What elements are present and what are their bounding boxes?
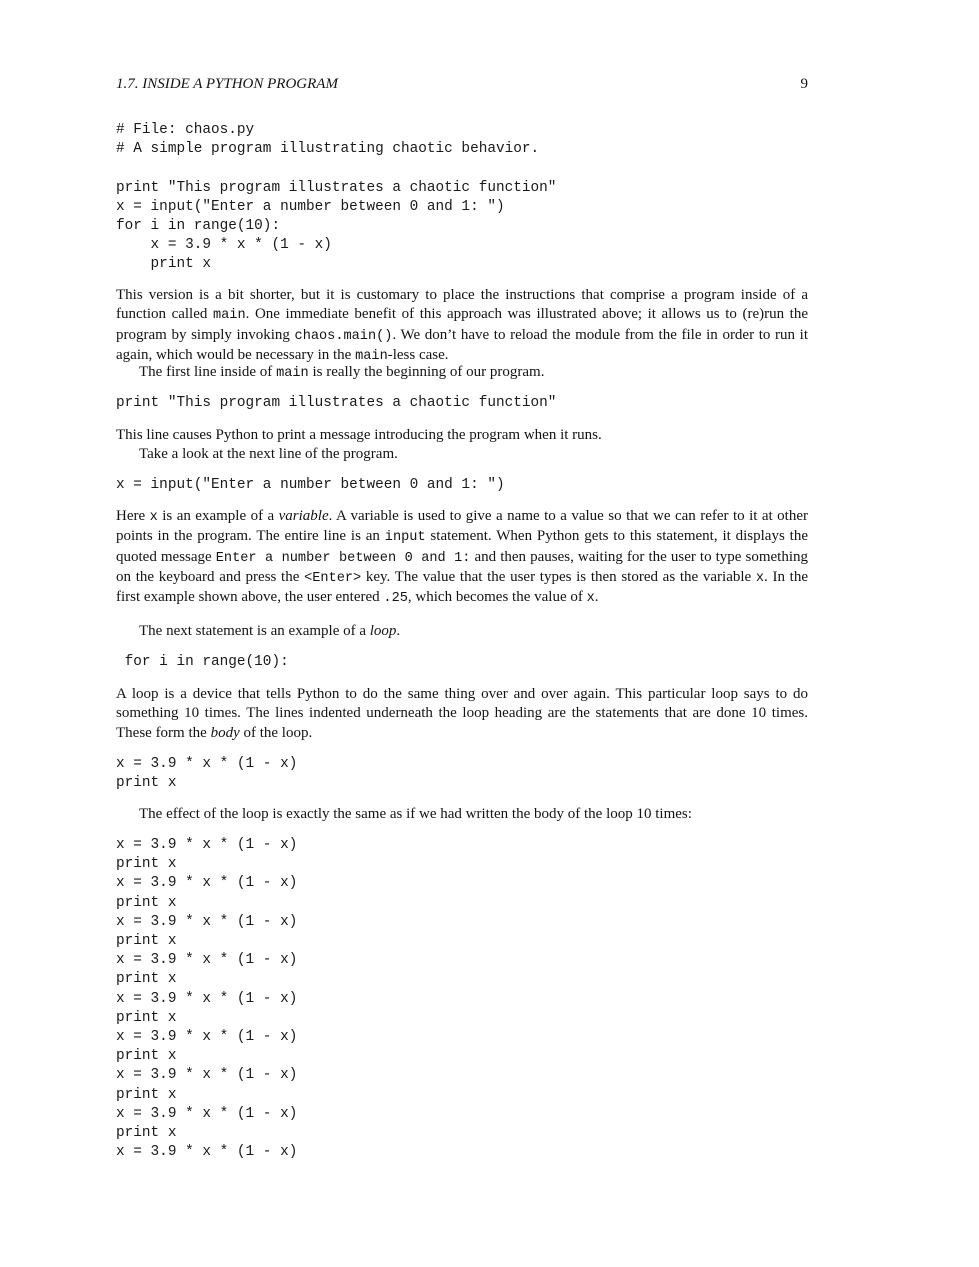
paragraph-first-line: The first line inside of main is really the beginning of our program.: [139, 364, 545, 381]
code-block-chaos-program: # File: chaos.py # A simple program illustrating chaotic behavior. print "This program illustrates a chaotic function" x = input("Enter a number between 0 and 1: ") for i in range(10): x = 3.9 * x * (1 - x) print x: [116, 122, 557, 273]
paragraph-loop-explanation: A loop is a device that tells Python to do the same thing over and over again. This particular loop says to do something 10 times. The lines indented underneath the loop heading are the statements that are done 10 times. These form the body of the loop.: [116, 686, 808, 741]
page-number: 9: [800, 76, 808, 92]
paragraph-next-line: Take a look at the next line of the program.: [139, 446, 398, 462]
code-block-for-line: for i in range(10):: [116, 654, 289, 670]
paragraph-variable: Here x is an example of a variable. A variable is used to give a name to a value so that we can refer to it at other points in the program. The entire line is an input statement. When Python gets to this statement, it displays the quoted message Enter a number between 0 and 1: and then pauses, waiting for the user to type something on the keyboard and press the <Enter> key. The value that the user types is then stored as the variable x. In the first example shown above, the user entered .25, which becomes the value of x.: [116, 508, 808, 607]
code-block-input-line: x = input("Enter a number between 0 and 1: "): [116, 477, 505, 493]
section-title: 1.7. INSIDE A PYTHON PROGRAM: [116, 76, 338, 92]
running-header: [116, 76, 808, 96]
code-block-unrolled-loop: x = 3.9 * x * (1 - x) print x x = 3.9 * x * (1 - x) print x x = 3.9 * x * (1 - x) print x x = 3.9 * x * (1 - x) print x x = 3.9 * x * (1 - x) print x x = 3.9 * x * (1 - x) print x x = 3.9 * x * (1 - x) print x x = 3.9 * x * (1 - x) print x x = 3.9 * x * (1 - x): [116, 837, 298, 1161]
paragraph-loop-effect: The effect of the loop is exactly the same as if we had written the body of the loop 10 times:: [139, 806, 692, 822]
paragraph-print-explanation: This line causes Python to print a message introducing the program when it runs.: [116, 427, 602, 443]
code-block-loop-body: x = 3.9 * x * (1 - x) print x: [116, 756, 298, 792]
paragraph-main-function: This version is a bit shorter, but it is customary to place the instructions that comprise a program inside of a function called main. One immediate benefit of this approach was illustrated above; it allows us to (re)run the program by simply invoking chaos.main(). We don’t have to reload the module from the file in order to run it again, which would be necessary in the main-less case.: [116, 287, 808, 364]
paragraph-loop-intro: The next statement is an example of a loop.: [139, 623, 401, 639]
code-block-print-line: print "This program illustrates a chaotic function": [116, 395, 557, 411]
